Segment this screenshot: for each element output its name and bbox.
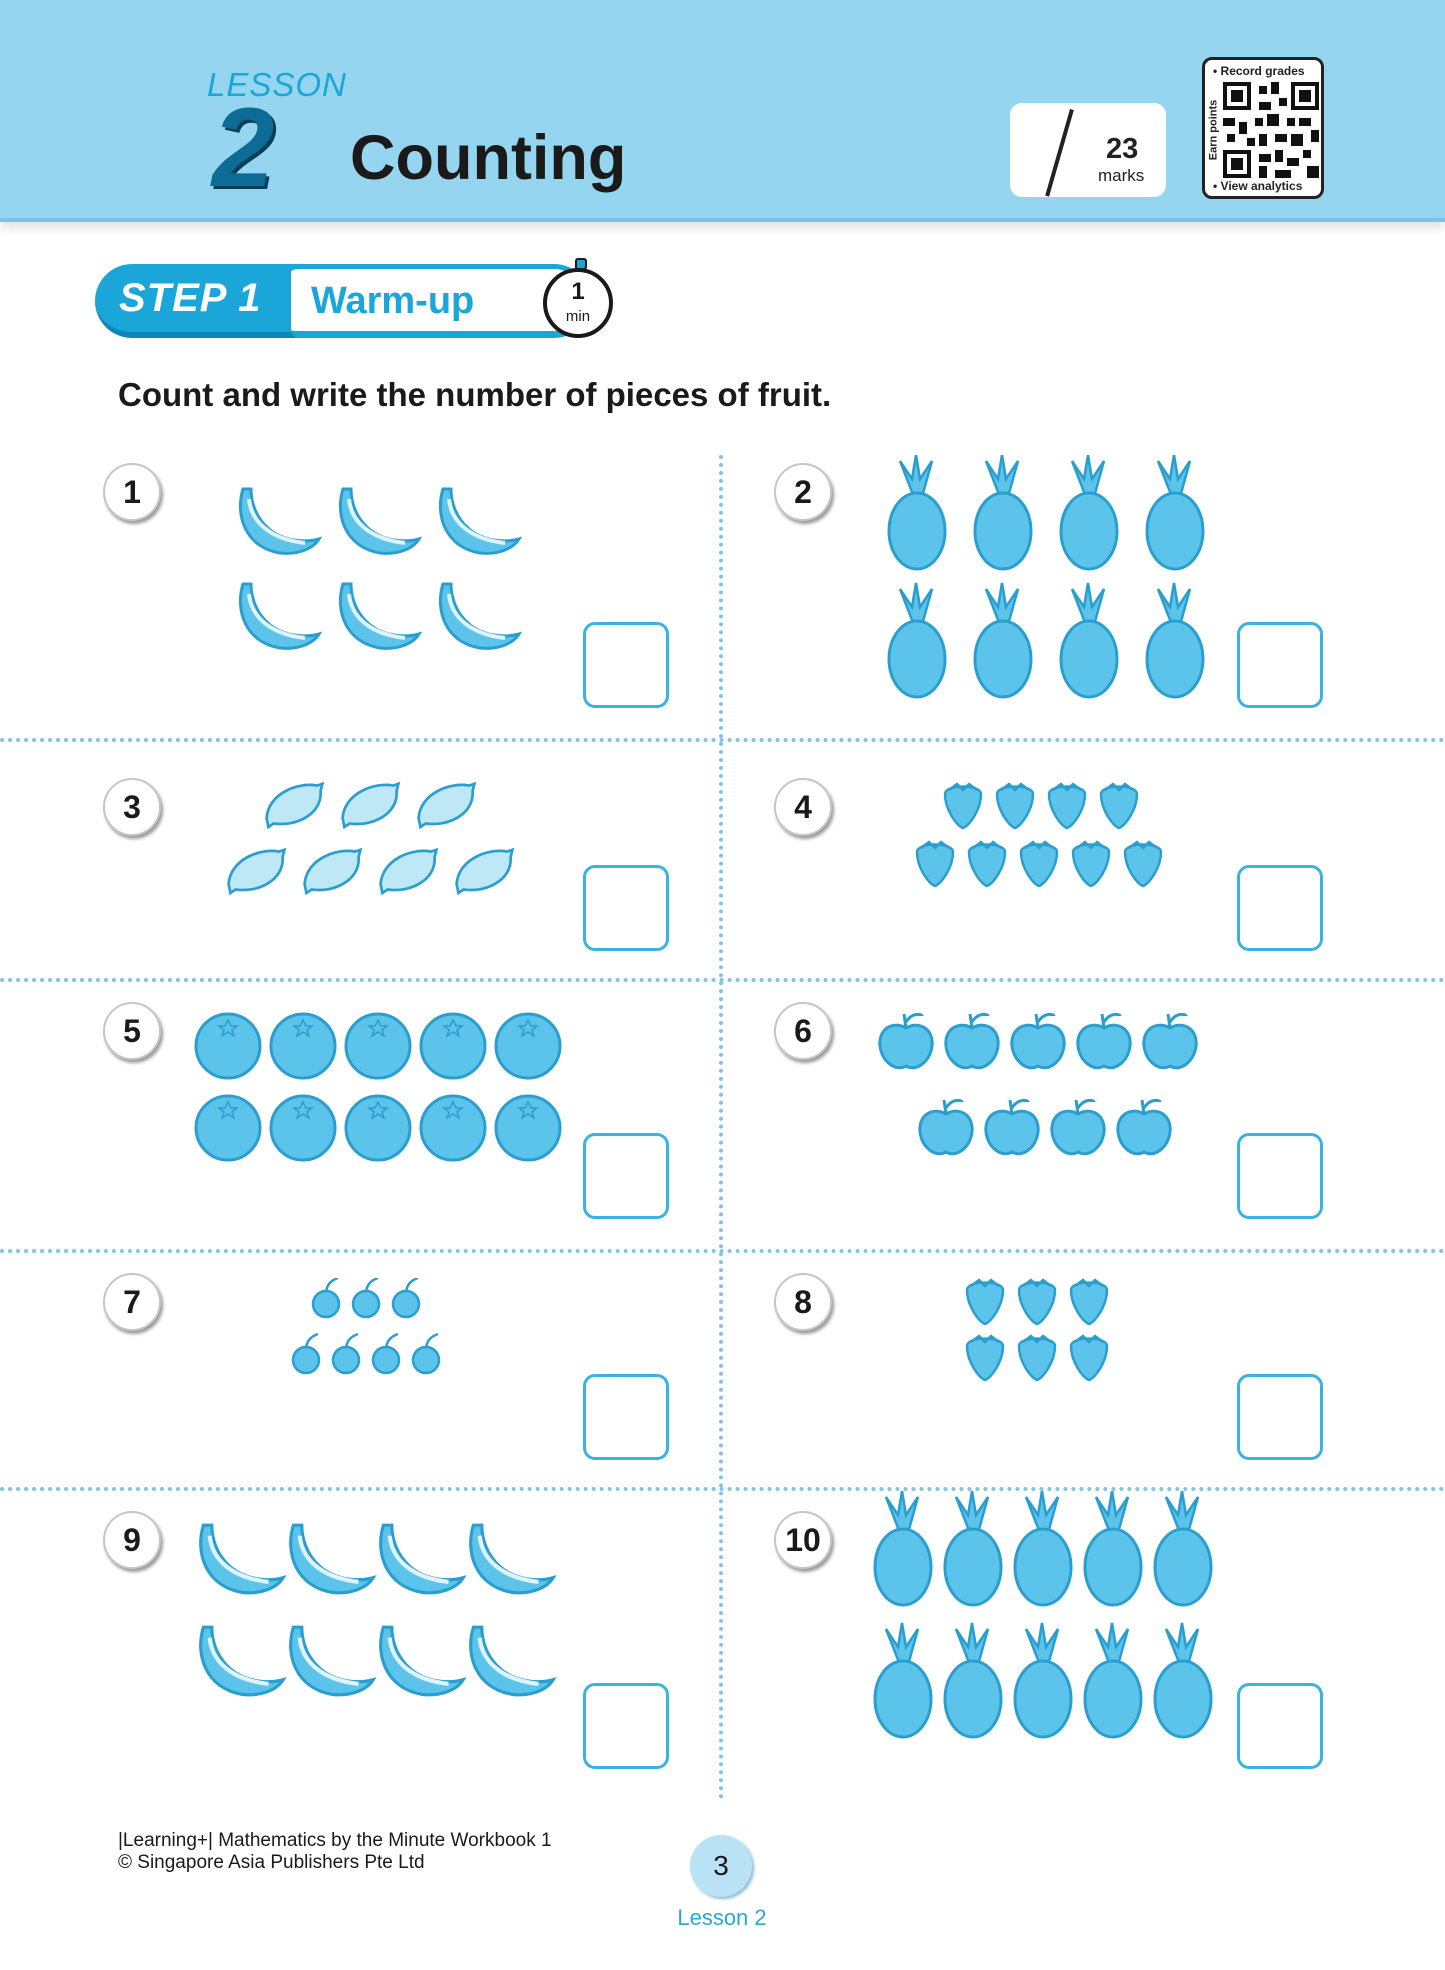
strawberry-icon — [967, 1280, 1003, 1324]
orange-icon — [496, 1096, 560, 1160]
apple-icon — [1052, 1100, 1104, 1154]
pineapple-icon — [1085, 1623, 1141, 1737]
pineapple-icon — [945, 1623, 1001, 1737]
pineapple-icon — [875, 1491, 931, 1605]
pineapple-icon — [1061, 455, 1117, 569]
footer-credits — [118, 1830, 552, 1874]
banana-icon — [201, 1627, 284, 1695]
question-3 — [0, 742, 719, 978]
banana-group — [195, 1521, 565, 1761]
cherry-icon — [353, 1278, 379, 1317]
page-lesson-label: Lesson 2 — [677, 1905, 767, 1930]
apple-icon — [880, 1014, 932, 1068]
question-6 — [723, 982, 1442, 1249]
lemon-icon — [267, 784, 323, 827]
lesson-label: LESSON — [207, 66, 347, 103]
question-1 — [0, 455, 719, 738]
apple-icon — [1118, 1100, 1170, 1154]
apple-icon — [1012, 1014, 1064, 1068]
banana-icon — [291, 1627, 374, 1695]
pineapple-icon — [945, 1491, 1001, 1605]
cherry-icon — [293, 1334, 319, 1373]
orange-icon — [346, 1096, 410, 1160]
question-number: 5 — [103, 1002, 161, 1060]
instruction-text: Count and write the number of pieces of fruit. — [118, 376, 832, 413]
apple-icon — [1078, 1014, 1130, 1068]
answer-box[interactable] — [1237, 1374, 1323, 1460]
orange-icon — [271, 1014, 335, 1078]
orange-icon — [196, 1096, 260, 1160]
strawberry-icon — [1101, 784, 1137, 828]
orange-icon — [346, 1014, 410, 1078]
question-7 — [0, 1253, 719, 1487]
answer-box[interactable] — [1237, 622, 1323, 708]
pineapple-icon — [1147, 583, 1203, 697]
question-number: 1 — [103, 463, 161, 521]
cherry-icon — [333, 1334, 359, 1373]
qr-panel — [1202, 57, 1324, 199]
strawberry-icon — [945, 784, 981, 828]
question-number: 8 — [774, 1273, 832, 1331]
orange-icon — [421, 1096, 485, 1160]
cherry-group — [290, 1278, 470, 1398]
questions-grid — [0, 455, 1445, 1800]
strawberry-icon — [1071, 1336, 1107, 1380]
question-number: 4 — [774, 778, 832, 836]
pineapple-icon — [975, 583, 1031, 697]
cherry-icon — [313, 1278, 339, 1317]
answer-box[interactable] — [583, 1133, 669, 1219]
question-number: 3 — [103, 778, 161, 836]
question-number: 7 — [103, 1273, 161, 1331]
answer-box[interactable] — [1237, 1133, 1323, 1219]
answer-box[interactable] — [583, 1683, 669, 1769]
orange-icon — [496, 1014, 560, 1078]
strawberry-group — [913, 782, 1193, 912]
orange-icon — [271, 1096, 335, 1160]
step-banner — [95, 264, 620, 342]
strawberry-icon — [1073, 842, 1109, 886]
page-number: 3 — [690, 1835, 752, 1897]
banana-icon — [240, 584, 319, 648]
orange-icon — [196, 1014, 260, 1078]
pineapple-icon — [1155, 1623, 1211, 1737]
answer-box[interactable] — [583, 1374, 669, 1460]
apple-icon — [986, 1100, 1038, 1154]
timer-value: 1 — [571, 278, 585, 305]
pineapple-icon — [975, 455, 1031, 569]
banana-icon — [340, 489, 419, 553]
apple-group — [878, 1012, 1218, 1182]
strawberry-icon — [997, 784, 1033, 828]
banana-icon — [440, 584, 519, 648]
banana-icon — [381, 1627, 464, 1695]
strawberry-icon — [1019, 1280, 1055, 1324]
strawberry-icon — [917, 842, 953, 886]
step-label-tab — [95, 264, 305, 338]
banana-icon — [201, 1525, 284, 1593]
qr-top-label: • Record grades — [1213, 64, 1305, 78]
pineapple-group — [878, 455, 1218, 715]
footer-copyright: © Singapore Asia Publishers Pte Ltd — [118, 1852, 425, 1873]
lemon-icon — [381, 850, 437, 893]
page-header — [0, 0, 1445, 222]
question-number: 2 — [774, 463, 832, 521]
footer-book-title: |Learning+| Mathematics by the Minute Workbook 1 — [118, 1830, 552, 1851]
banana-icon — [240, 489, 319, 553]
pineapple-icon — [1015, 1491, 1071, 1605]
cherry-icon — [393, 1278, 419, 1317]
banana-icon — [291, 1525, 374, 1593]
strawberry-icon — [1125, 842, 1161, 886]
strawberry-icon — [1049, 784, 1085, 828]
strawberry-group — [963, 1278, 1123, 1398]
marks-label: marks — [1098, 166, 1145, 185]
pineapple-group — [868, 1491, 1228, 1791]
apple-icon — [946, 1014, 998, 1068]
pineapple-icon — [889, 583, 945, 697]
step-label: STEP 1 — [119, 276, 262, 320]
strawberry-icon — [967, 1336, 1003, 1380]
banana-group — [225, 485, 525, 695]
banana-icon — [381, 1525, 464, 1593]
qr-code-icon[interactable] — [1223, 82, 1319, 178]
question-5 — [0, 982, 719, 1249]
pineapple-icon — [1085, 1491, 1141, 1605]
pineapple-icon — [1147, 455, 1203, 569]
question-10 — [723, 1491, 1442, 1800]
banana-icon — [340, 584, 419, 648]
pineapple-icon — [875, 1623, 931, 1737]
strawberry-icon — [969, 842, 1005, 886]
strawberry-icon — [1019, 1336, 1055, 1380]
lemon-icon — [419, 784, 475, 827]
question-2 — [723, 455, 1442, 738]
question-4 — [723, 742, 1442, 978]
timer-unit: min — [565, 308, 591, 325]
marks-divider — [1045, 109, 1074, 197]
answer-box[interactable] — [583, 865, 669, 951]
pineapple-icon — [1061, 583, 1117, 697]
marks-score-box — [1010, 103, 1166, 197]
qr-side-label: Earn points — [1207, 99, 1220, 161]
pineapple-icon — [889, 455, 945, 569]
step-title: Warm-up — [311, 280, 475, 322]
orange-group — [190, 1012, 570, 1182]
stopwatch-icon — [543, 268, 613, 338]
banana-icon — [471, 1525, 554, 1593]
answer-box[interactable] — [1237, 865, 1323, 951]
pineapple-icon — [1155, 1491, 1211, 1605]
question-number: 6 — [774, 1002, 832, 1060]
answer-box[interactable] — [1237, 1683, 1323, 1769]
lemon-group — [225, 782, 545, 912]
lemon-icon — [229, 850, 285, 893]
strawberry-icon — [1071, 1280, 1107, 1324]
pineapple-icon — [1015, 1623, 1071, 1737]
strawberry-icon — [1021, 842, 1057, 886]
answer-box[interactable] — [583, 622, 669, 708]
apple-icon — [1144, 1014, 1196, 1068]
marks-total: 23 — [1106, 133, 1139, 165]
question-8 — [723, 1253, 1442, 1487]
lemon-icon — [305, 850, 361, 893]
cherry-icon — [373, 1334, 399, 1373]
qr-bottom-label: • View analytics — [1213, 179, 1303, 193]
lemon-icon — [343, 784, 399, 827]
question-number: 9 — [103, 1511, 161, 1569]
apple-icon — [920, 1100, 972, 1154]
lesson-number: 2 — [212, 85, 275, 210]
banana-icon — [440, 489, 519, 553]
question-9 — [0, 1491, 719, 1800]
orange-icon — [421, 1014, 485, 1078]
cherry-icon — [413, 1334, 439, 1373]
question-number: 10 — [774, 1511, 832, 1569]
banana-icon — [471, 1627, 554, 1695]
lemon-icon — [457, 850, 513, 893]
page-title: Counting — [350, 123, 627, 193]
stopwatch-knob — [575, 258, 587, 270]
